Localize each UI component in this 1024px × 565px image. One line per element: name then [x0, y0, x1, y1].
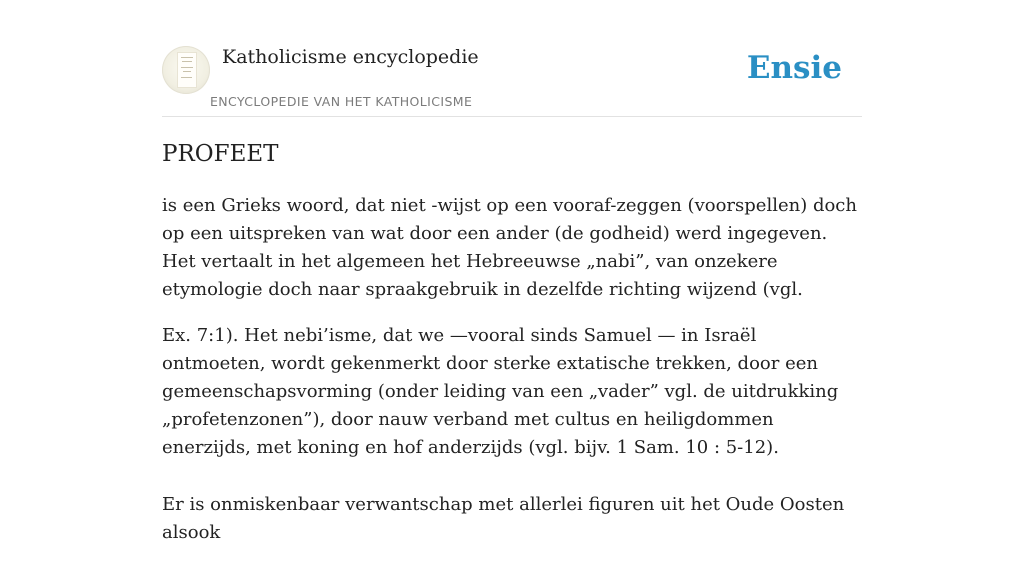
article-paragraph: is een Grieks woord, dat niet -wijst op een vooraf-zeggen (voorspellen) doch op een uitspreken van wat door een ander (de godheid) werd ingegeven. Het vertaalt in het algemeen het Hebreeuwse „nabi”, van onzekere etymologie doch naar spraakgebruik in dezelfde richting wijzend (vgl. [162, 195, 857, 300]
site-header [162, 44, 862, 117]
article-paragraph: Er is onmiskenbaar verwantschap met allerlei figuren uit het Oude Oosten alsook [162, 494, 845, 543]
book-page-icon [177, 52, 197, 88]
article-headword: PROFEET [162, 141, 279, 167]
article-paragraph: Ex. 7:1). Het nebi’isme, dat we —vooral sinds Samuel — in Israël ontmoeten, wordt gekenmerkt door sterke extatische trekken, door een gemeenschapsvorming (onder leiding van een „vader” vgl. de uitdrukking „profetenzonen”), door nauw verband met cultus en heiligdommen enerzijds, met koning en hof anderzijds (vgl. bijv. 1 Sam. 10 : 5-12). [162, 325, 839, 458]
encyclopedia-logo[interactable] [162, 46, 210, 94]
article [162, 138, 862, 565]
site-title-link[interactable]: Katholicisme encyclopedie [222, 46, 479, 68]
site-subtitle: ENCYCLOPEDIE VAN HET KATHOLICISME [210, 94, 473, 109]
ensie-brand-logo[interactable]: Ensie [746, 50, 842, 86]
